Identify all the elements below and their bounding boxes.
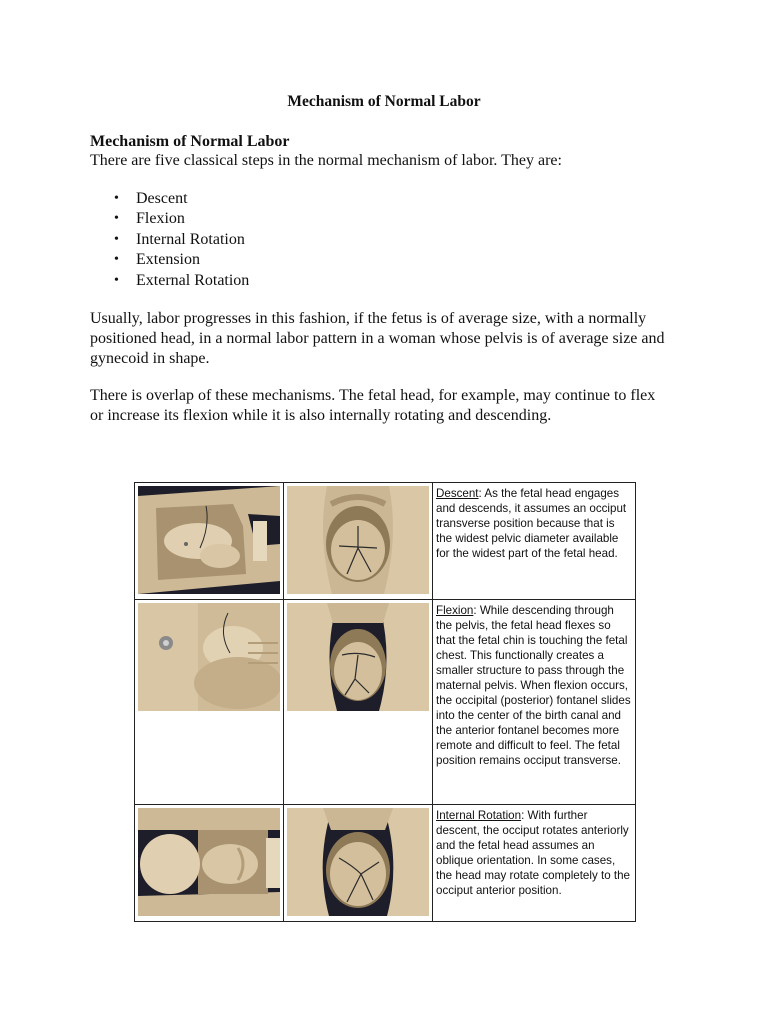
table-cell [135,483,284,600]
steps-list [90,189,249,291]
list-item: • Internal Rotation [90,230,249,250]
term-descent: Descent [436,487,479,500]
description-descent: : As the fetal head engages and descends, it assumes an occiput transverse position because that is the widest pelvic diameter available for the widest part of the fetal head. [436,487,627,560]
descent-frontal-photo [287,486,429,594]
list-item: • Flexion [90,209,249,229]
section-heading: Mechanism of Normal Labor [90,133,290,150]
table-cell [135,805,284,922]
descent-lateral-photo [138,486,280,594]
list-item: • Descent [90,189,249,209]
description-internal-rotation: : With further descent, the occiput rotates anteriorly and the fetal head assumes an oblique orientation. In some cases, the head may rotate completely to the occiput anterior position. [436,809,630,897]
internal-rotation-lateral-photo [138,808,280,916]
internal-rotation-frontal-photo [287,808,429,916]
table-cell [433,600,636,805]
table-cell [135,600,284,805]
table-cell [433,805,636,922]
term-flexion: Flexion [436,604,474,617]
table-cell [433,483,636,600]
table-cell [284,483,433,600]
table-row [135,600,636,805]
document-title: Mechanism of Normal Labor [287,93,481,110]
table-row [135,483,636,600]
table-cell [284,600,433,805]
description-flexion: : While descending through the pelvis, the fetal head flexes so that the fetal chin is touching the fetal chest. This functionally creates a smaller structure to pass through the maternal pelvis. When flexion occurs, the occipital (posterior) fontanel slides into the center of the birth canal and the anterior fontanel becomes more remote and difficult to feel. The fetal position remains occiput transverse. [436,604,631,767]
term-internal-rotation: Internal Rotation [436,809,522,822]
list-item: • Extension [90,250,249,270]
intro-text: There are five classical steps in the normal mechanism of labor. They are: [90,152,562,169]
paragraph-overlap: There is overlap of these mechanisms. The fetal head, for example, may continue to flex or increase its flexion while it is also internally rotating and descending. [90,387,656,424]
table-cell [284,805,433,922]
flexion-frontal-photo [287,603,429,711]
flexion-lateral-photo [138,603,280,711]
list-item: • External Rotation [90,271,249,291]
table-row [135,805,636,922]
paragraph-average-size: Usually, labor progresses in this fashion, if the fetus is of average size, with a normally positioned head, in a normal labor pattern in a woman whose pelvis is of average size and gynecoid in shape. [90,310,665,367]
mechanism-table [134,482,636,922]
